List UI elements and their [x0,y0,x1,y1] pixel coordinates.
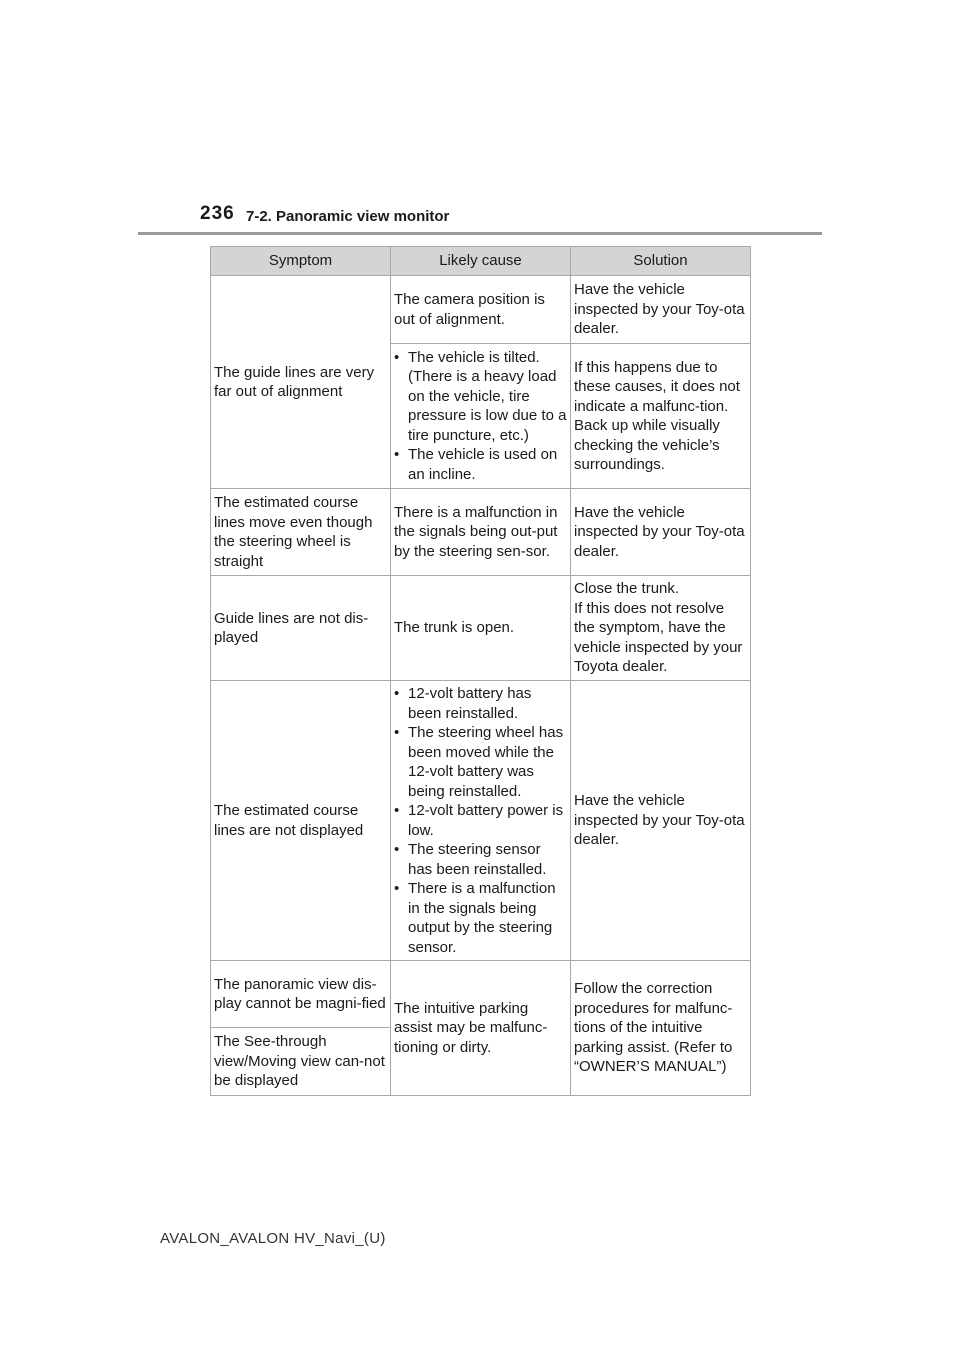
symptom-cell: The guide lines are very far out of alignment [211,276,391,489]
list-item: • There is a malfunction in the signals being output by the steering sensor. [394,879,567,957]
cause-list [394,684,567,957]
list-item: • 12-volt battery power is low. [394,801,567,840]
cause-cell: There is a malfunction in the signals being out-put by the steering sen-sor. [391,489,571,576]
column-header-symptom: Symptom [211,247,391,276]
section-title: 7-2. Panoramic view monitor [246,208,450,225]
column-header-solution: Solution [571,247,751,276]
list-item: • The vehicle is used on an incline. [394,445,567,484]
cause-cell [391,344,571,489]
table-row [211,681,751,961]
list-item: • 12-volt battery has been reinstalled. [394,684,567,723]
solution-cell [571,576,751,681]
symptom-cell: The See-through view/Moving view can-not be displayed [211,1028,391,1096]
column-header-likely-cause: Likely cause [391,247,571,276]
symptom-cell: The panoramic view dis-play cannot be magni-fied [211,961,391,1028]
solution-line: If this happens due to these causes, it does not indicate a malfunc-tion. [574,358,740,415]
solution-cell: Have the vehicle inspected by your Toy-ota dealer. [571,276,751,344]
cause-cell [391,681,571,961]
table-row [211,489,751,576]
solution-cell: Have the vehicle inspected by your Toy-ota dealer. [571,489,751,576]
cause-cell: The camera position is out of alignment. [391,276,571,344]
symptom-cell: The estimated course lines are not displayed [211,681,391,961]
solution-line: Back up while visually checking the vehicle’s surroundings. [574,417,720,473]
list-item: • The steering wheel has been moved while the 12-volt battery was being reinstalled. [394,723,567,801]
cause-cell: The intuitive parking assist may be malfunc-tioning or dirty. [391,961,571,1096]
solution-cell [571,344,751,489]
list-item: • The vehicle is tilted. (There is a heavy load on the vehicle, tire pressure is low due to a tire puncture, etc.) [394,348,567,446]
solution-line: Close the trunk. [574,580,680,598]
symptom-cell: Guide lines are not dis-played [211,576,391,681]
table-row [211,961,751,1028]
troubleshooting-table [210,246,751,1096]
symptom-cell: The estimated course lines move even though the steering wheel is straight [211,489,391,576]
solution-line: If this does not resolve the symptom, have the vehicle inspected by your Toyota dealer. [574,599,743,676]
solution-cell: Have the vehicle inspected by your Toy-ota dealer. [571,681,751,961]
table-row [211,276,751,344]
table-row [211,576,751,681]
page-number: 236 [200,203,235,224]
table-header-row [211,247,751,276]
header-rule [138,232,822,235]
list-item: • The steering sensor has been reinstalled. [394,840,567,879]
cause-list [394,348,567,485]
solution-cell: Follow the correction procedures for malfunc-tions of the intuitive parking assist. (Refer to “OWNER’S MANUAL”) [571,961,751,1096]
cause-cell: The trunk is open. [391,576,571,681]
footer-doc-code: AVALON_AVALON HV_Navi_(U) [160,1230,386,1247]
